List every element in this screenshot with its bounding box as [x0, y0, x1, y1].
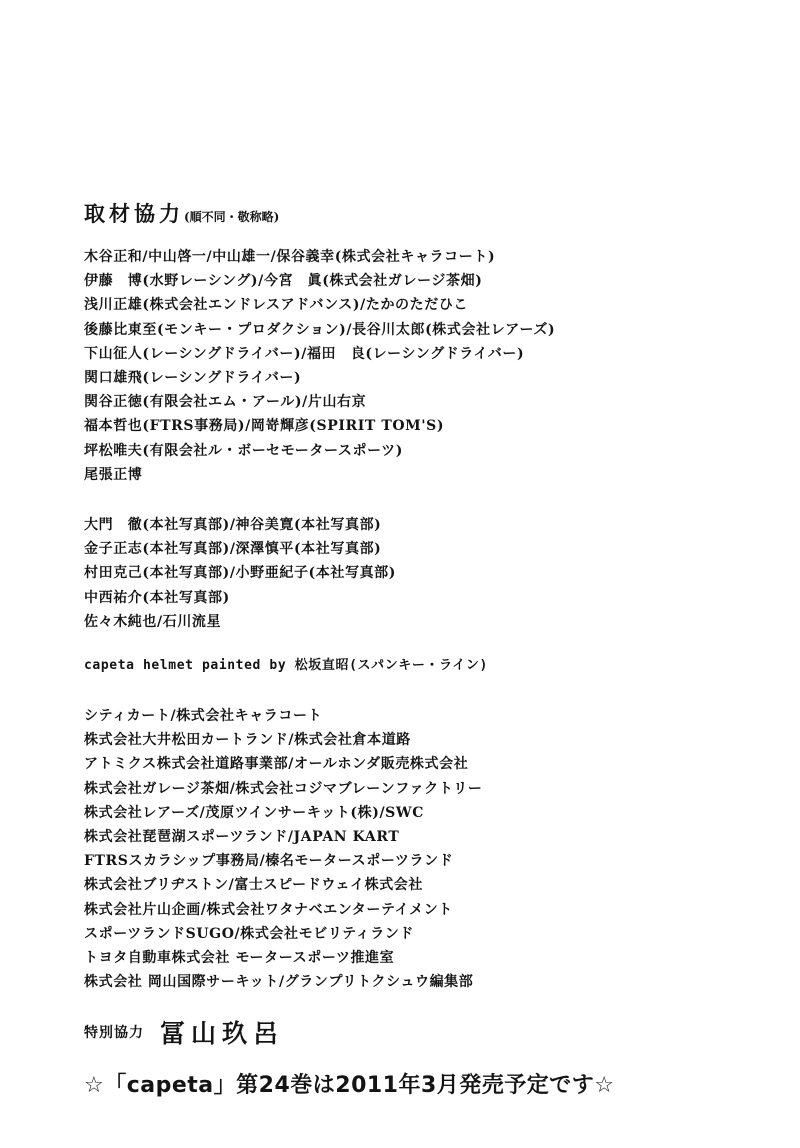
credits-title: 取材協力 [84, 201, 184, 226]
credit-line: 村田克己(本社写真部)/小野亜紀子(本社写真部) [84, 565, 397, 582]
credits-order-note: (順不同・敬称略) [184, 210, 280, 224]
credit-line: 関谷正徳(有限会社エム・アール)/片山右京 [84, 394, 367, 411]
credit-line: 株式会社ガレージ茶畑/株式会社コジマブレーンファクトリー [84, 780, 483, 797]
credit-line: 株式会社レアーズ/茂原ツインサーキット(株)/SWC [84, 804, 424, 821]
credit-line: 金子正志(本社写真部)/深澤慎平(本社写真部) [84, 541, 382, 558]
credit-line: 佐々木純也/石川流星 [84, 613, 222, 630]
credit-line: FTRSスカラシップ事務局/榛名モータースポーツランド [84, 853, 454, 870]
credit-line: 下山征人(レーシングドライバー)/福田 良(レーシングドライバー) [84, 345, 525, 362]
helmet-credit [84, 654, 488, 678]
credit-line: 株式会社片山企画/株式会社ワタナベエンターテイメント [84, 901, 453, 918]
credit-line: 坪松唯夫(有限会社ル・ボーセモータースポーツ) [84, 442, 403, 459]
credit-line: 伊藤 博(水野レーシング)/今宮 眞(株式会社ガレージ茶畑) [84, 273, 483, 290]
credit-line: 中西祐介(本社写真部) [84, 589, 230, 606]
credit-line: 福本哲也(FTRS事務局)/岡嵜輝彦(SPIRIT TOM'S) [84, 418, 445, 435]
special-thanks-name: 冨山玖呂 [160, 1019, 285, 1048]
credit-line: 大門 徹(本社写真部)/神谷美寛(本社写真部) [84, 517, 382, 533]
credit-line: トヨタ自動車株式会社 モータースポーツ推進室 [84, 949, 395, 966]
credit-line: シティカート/株式会社キャラコート [84, 708, 323, 724]
credits-heading [84, 198, 279, 228]
credit-line: 木谷正和/中山啓一/中山雄一/保谷義幸(株式会社キャラコート) [84, 249, 496, 265]
credit-line: 株式会社 岡山国際サーキット/グランプリトクシュウ編集部 [84, 974, 474, 991]
company-credit-list [84, 704, 483, 994]
credit-line: 関口雄飛(レーシングドライバー) [84, 369, 302, 386]
special-thanks [84, 1014, 284, 1050]
credit-line: 株式会社ブリヂストン/富士スピードウェイ株式会社 [84, 877, 423, 894]
credit-line: 浅川正雄(株式会社エンドレスアドバンス)/たかのただひこ [84, 297, 469, 314]
photo-staff-credit-list [84, 513, 396, 634]
helmet-credit-line: capeta helmet painted by 松坂直昭(スパンキー・ライン) [84, 658, 488, 673]
credit-line: 株式会社大井松田カートランド/株式会社倉本道路 [84, 732, 411, 749]
credit-line: 尾張正博 [84, 466, 143, 483]
special-thanks-label: 特別協力 [84, 1025, 144, 1041]
credit-line: 株式会社琵琶湖スポーツランド/JAPAN KART [84, 828, 400, 845]
people-credit-list [84, 245, 555, 487]
credit-line: アトミクス株式会社道路事業部/オールホンダ販売株式会社 [84, 756, 469, 773]
next-volume-notice: ☆「capeta」第24巻は2011年3月発売予定です☆ [84, 1073, 615, 1098]
credit-line: スポーツランドSUGO/株式会社モビリティランド [84, 925, 415, 942]
credit-line: 後藤比東至(モンキー・プロダクション)/長谷川太郎(株式会社レアーズ) [84, 321, 556, 338]
